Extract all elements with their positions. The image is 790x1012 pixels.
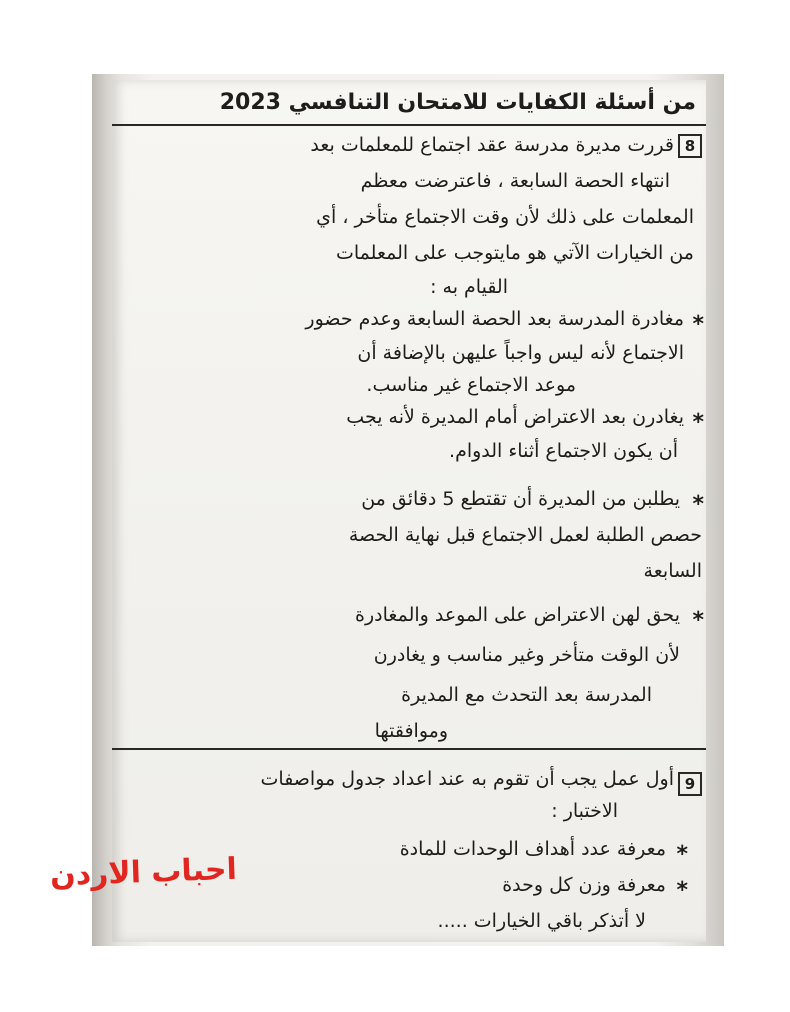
q8-stem-line-3: المعلمات على ذلك لأن وقت الاجتماع متأخر ، أي: [316, 206, 694, 228]
q8-option-2-line-1: يغادرن بعد الاعتراض أمام المديرة لأنه يجب: [346, 406, 684, 428]
question-divider: [112, 748, 706, 750]
document-photo: [92, 74, 724, 946]
q8-stem-line-5: القيام به :: [430, 276, 508, 298]
q8-option-4-line-3: المدرسة بعد التحدث مع المديرة: [401, 684, 652, 706]
title-divider: [112, 124, 706, 126]
watermark-text: احباب الاردن: [49, 851, 238, 894]
q9-option-2-line-1: معرفة وزن كل وحدة: [502, 874, 666, 896]
q9-stem-line-2: الاختبار :: [551, 800, 618, 822]
q8-stem-line-2: انتهاء الحصة السابعة ، فاعترضت معظم: [360, 170, 670, 192]
q8-option-4-line-4: وموافقتها: [374, 720, 448, 742]
q8-option-4-line-2: لأن الوقت متأخر وغير مناسب و يغادرن: [373, 644, 680, 666]
q9-option-1-bullet: *: [676, 842, 688, 867]
question-8-number: 8: [678, 134, 702, 158]
q8-option-4-bullet: *: [692, 608, 704, 633]
q8-option-1-line-1: مغادرة المدرسة بعد الحصة السابعة وعدم حضور: [305, 308, 684, 330]
q8-option-1-bullet: *: [692, 312, 704, 337]
q8-option-2-line-2: أن يكون الاجتماع أثناء الدوام.: [449, 440, 678, 462]
q8-option-3-line-1: يطلبن من المديرة أن تقتطع 5 دقائق من: [361, 488, 680, 510]
q9-option-3-line-1: لا أتذكر باقي الخيارات .....: [437, 910, 646, 932]
q8-option-3-line-3: السابعة: [643, 560, 702, 582]
title-row: [112, 88, 706, 124]
q8-stem-line-1: قررت مديرة مدرسة عقد اجتماع للمعلمات بعد: [310, 134, 674, 156]
q8-option-3-line-2: حصص الطلبة لعمل الاجتماع قبل نهاية الحصة: [348, 524, 702, 546]
q8-option-1-line-3: موعد الاجتماع غير مناسب.: [366, 374, 576, 396]
q8-option-4-line-1: يحق لهن الاعتراض على الموعد والمغادرة: [355, 604, 680, 626]
page-title: من أسئلة الكفايات للامتحان التنافسي 2023: [219, 90, 696, 115]
paper-sheet: [112, 80, 706, 942]
q8-option-3-bullet: *: [692, 492, 704, 517]
question-9-number: 9: [678, 772, 702, 796]
q8-option-1-line-2: الاجتماع لأنه ليس واجباً عليهن بالإضافة أن: [357, 342, 684, 364]
q9-stem-line-1: أول عمل يجب أن تقوم به عند اعداد جدول مواصفات: [260, 768, 674, 790]
q9-option-2-bullet: *: [676, 878, 688, 903]
q8-option-2-bullet: *: [692, 410, 704, 435]
q9-option-1-line-1: معرفة عدد أهداف الوحدات للمادة: [399, 838, 666, 860]
q8-stem-line-4: من الخيارات الآتي هو مايتوجب على المعلمات: [336, 242, 694, 264]
